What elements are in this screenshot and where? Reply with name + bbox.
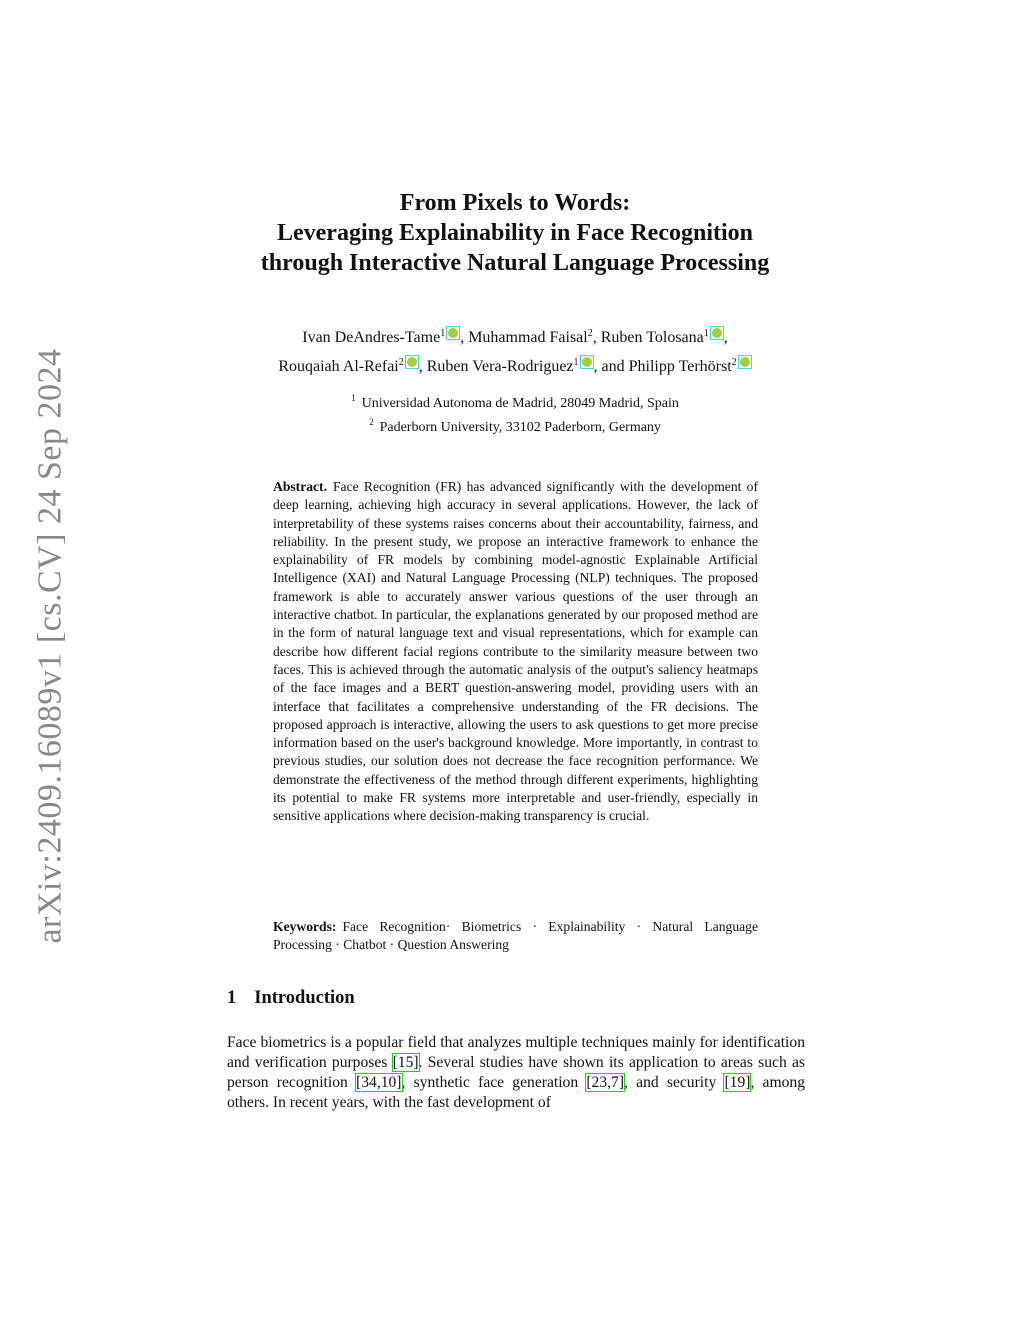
author-affiliation-mark: 2 — [398, 357, 404, 368]
affiliation-number: 1 — [351, 393, 356, 403]
author-name: Ruben Vera-Rodriguez — [426, 358, 574, 375]
title-line-1: From Pixels to Words: — [399, 190, 631, 216]
abstract-text: Face Recognition (FR) has advanced significantly with the development of deep learning, achieving high accuracy in several applications. However, the lack of interpretability of these systems raises concerns about their accountability, fairness, and reliability. In the present study, we propose an interactive framework to enhance the explainability of FR models by combining model-agnostic Explainable Artificial Intelligence (XAI) and Natural Language Processing (NLP) techniques. The proposed framework is able to accurately answer various questions of the user through an interactive chatbot. In particular, the explanations generated by our proposed method are in the form of natural language text and visual representations, which for example can describe how different facial regions contribute to the similarity measure between two faces. This is achieved through the automatic analysis of the output's saliency heatmaps of the face images and a BERT question-answering model, providing users with an interface that facilitates a comprehensive understanding of the FR decisions. The proposed approach is interactive, allowing the users to ask questions to get more precise information based on the user's background knowledge. More importantly, in contrast to previous studies, our solution does not decrease the face recognition performance. We demonstrate the effectiveness of the method through different experiments, highlighting its potential to make FR systems more interpretable and user-friendly, especially in sensitive applications where decision-making transparency is crucial. — [273, 479, 758, 824]
author-entry — [601, 329, 724, 346]
abstract — [273, 478, 758, 826]
arxiv-identifier: arXiv:2409.16089v1 [cs.CV] 24 Sep 2024 — [32, 348, 69, 944]
citation-link[interactable]: [34,10] — [356, 1074, 402, 1091]
orcid-icon[interactable] — [580, 355, 594, 369]
keywords-label: Keywords: — [273, 919, 337, 934]
title-line-3: through Interactive Natural Language Processing — [260, 250, 770, 276]
affiliation-1 — [200, 389, 830, 413]
author-affiliation-mark: 2 — [731, 357, 737, 368]
keywords — [273, 918, 758, 955]
paper-title — [200, 188, 830, 278]
affiliation-text: Universidad Autonoma de Madrid, 28049 Madrid, Spain — [361, 396, 679, 411]
abstract-label: Abstract. — [273, 479, 327, 494]
intro-text: , and security — [624, 1074, 725, 1091]
author-entry — [278, 358, 418, 375]
author-separator: , — [592, 329, 597, 346]
author-separator: , — [460, 329, 465, 346]
author-affiliation-mark: 1 — [440, 328, 446, 339]
citation-link[interactable]: [19] — [724, 1074, 751, 1091]
author-name: Ruben Tolosana — [600, 329, 704, 346]
orcid-icon[interactable] — [446, 326, 460, 340]
author-affiliation-mark: 1 — [573, 357, 579, 368]
intro-paragraph — [227, 1033, 805, 1113]
keywords-text: Face Recognition· Biometrics · Explainability · Natural Language Processing · Chatbot · Question Answering — [273, 919, 758, 953]
author-separator: , — [723, 329, 728, 346]
author-affiliation-mark: 1 — [703, 328, 709, 339]
citation-link[interactable]: [15] — [392, 1054, 419, 1071]
author-entry — [468, 329, 593, 346]
author-separator: , and — [593, 358, 625, 375]
affiliation-text: Paderborn University, 33102 Paderborn, Germany — [379, 420, 661, 435]
author-line-1 — [200, 322, 830, 351]
author-list — [200, 322, 830, 380]
section-heading — [227, 988, 355, 1009]
author-name: Philipp Terhörst — [628, 358, 732, 375]
author-entry — [629, 358, 752, 375]
author-name: Muhammad Faisal — [468, 329, 588, 346]
author-name: Ivan DeAndres-Tame — [302, 329, 441, 346]
author-line-2 — [200, 351, 830, 380]
section-title: Introduction — [254, 988, 355, 1008]
author-name: Rouqaiah Al-Refai — [278, 358, 399, 375]
orcid-icon[interactable] — [710, 326, 724, 340]
author-entry — [427, 358, 594, 375]
author-entry — [302, 329, 460, 346]
citation-link[interactable]: [23,7] — [586, 1074, 625, 1091]
author-separator: , — [418, 358, 423, 375]
intro-text: , synthetic face generation — [401, 1074, 587, 1091]
intro-text: , among others. In recent years, with the fast development of — [227, 1074, 805, 1111]
intro-text: . Several studies have shown its application to areas such as person recognition — [227, 1054, 805, 1091]
author-affiliation-mark: 2 — [587, 328, 593, 339]
orcid-icon[interactable] — [405, 355, 419, 369]
orcid-icon[interactable] — [738, 355, 752, 369]
affiliation-number: 2 — [369, 417, 374, 427]
title-line-2: Leveraging Explainability in Face Recognition — [276, 220, 753, 246]
affiliation-2 — [200, 413, 830, 437]
affiliations — [200, 389, 830, 437]
section-number: 1 — [227, 988, 237, 1008]
arxiv-sidebar-stamp — [27, 348, 75, 944]
intro-text: Face biometrics is a popular field that analyzes multiple techniques mainly for identification and verification purposes — [227, 1034, 805, 1071]
